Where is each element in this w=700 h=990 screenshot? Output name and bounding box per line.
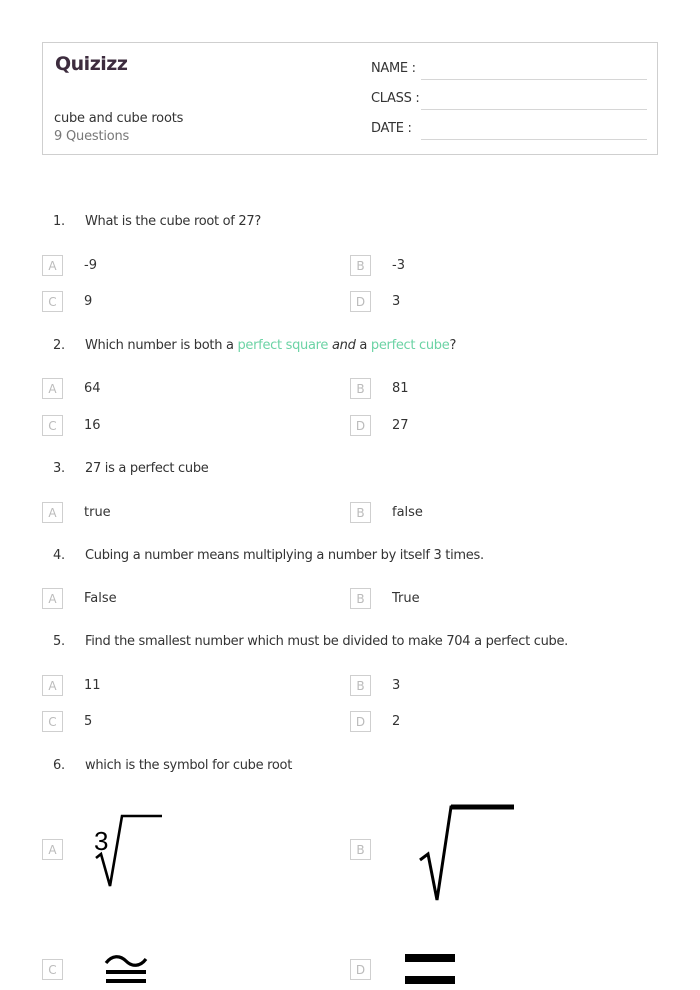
option-letter: A (42, 378, 63, 399)
quizizz-logo: Quizizz (55, 53, 128, 75)
question-text: Find the smallest number which must be divided to make 704 a perfect cube. (85, 634, 568, 649)
text-segment: ? (449, 338, 457, 353)
option-letter: D (350, 959, 371, 980)
option-letter: D (350, 291, 371, 312)
option-letter: A (42, 255, 63, 276)
option-letter: A (42, 588, 63, 609)
option-value: True (392, 591, 420, 606)
option-value: 11 (84, 678, 101, 693)
option-value: 5 (84, 714, 93, 729)
question-text: Cubing a number means multiplying a number by itself 3 times. (85, 548, 484, 563)
highlight-perfect-cube: perfect cube (370, 338, 450, 353)
cube-root-symbol-icon (92, 810, 166, 892)
class-field[interactable] (371, 91, 647, 111)
text-segment: a (355, 338, 371, 353)
congruent-symbol-icon (104, 953, 148, 987)
equals-symbol-icon (404, 952, 456, 988)
worksheet-title: cube and cube roots (54, 111, 184, 126)
question-number: 6. (53, 758, 65, 773)
option-letter: B (350, 675, 371, 696)
option-letter: A (42, 675, 63, 696)
option-letter: C (42, 959, 63, 980)
class-input-line[interactable] (421, 109, 647, 110)
italic-and: and (331, 338, 356, 353)
option-letter: C (42, 415, 63, 436)
option-letter: D (350, 415, 371, 436)
option-letter: C (42, 291, 63, 312)
question-number: 2. (53, 338, 65, 353)
question-text (85, 338, 456, 353)
question-number: 5. (53, 634, 65, 649)
option-letter: A (42, 839, 63, 860)
option-letter: D (350, 711, 371, 732)
highlight-perfect-square: perfect square (237, 338, 329, 353)
date-label: DATE : (371, 121, 412, 136)
option-letter: A (42, 502, 63, 523)
question-number: 1. (53, 214, 65, 229)
name-input-line[interactable] (421, 79, 647, 80)
option-value: -9 (84, 258, 97, 273)
option-value: 27 (392, 418, 409, 433)
question-text: which is the symbol for cube root (85, 758, 293, 773)
question-count: 9 Questions (54, 129, 130, 144)
option-value: -3 (392, 258, 405, 273)
name-label: NAME : (371, 61, 416, 76)
question-number: 3. (53, 461, 65, 476)
option-value: False (84, 591, 117, 606)
question-text: 27 is a perfect cube (85, 461, 209, 476)
option-letter: B (350, 255, 371, 276)
name-field[interactable] (371, 61, 647, 81)
option-value: 3 (392, 294, 401, 309)
option-letter: B (350, 378, 371, 399)
text-segment: Which number is both a (85, 338, 238, 353)
option-letter: B (350, 839, 371, 860)
option-letter: C (42, 711, 63, 732)
option-value: 81 (392, 381, 409, 396)
option-value: true (84, 505, 111, 520)
option-value: 3 (392, 678, 401, 693)
question-text: What is the cube root of 27? (85, 214, 261, 229)
date-input-line[interactable] (421, 139, 647, 140)
option-value: 16 (84, 418, 101, 433)
class-label: CLASS : (371, 91, 420, 106)
svg-text:3: 3 (94, 826, 109, 856)
option-letter: B (350, 588, 371, 609)
date-field[interactable] (371, 121, 647, 141)
option-value: 64 (84, 381, 101, 396)
option-value: 2 (392, 714, 401, 729)
question-number: 4. (53, 548, 65, 563)
option-letter: B (350, 502, 371, 523)
option-value: 9 (84, 294, 93, 309)
square-root-symbol-icon (418, 802, 518, 904)
option-value: false (392, 505, 423, 520)
worksheet-header (42, 42, 658, 155)
